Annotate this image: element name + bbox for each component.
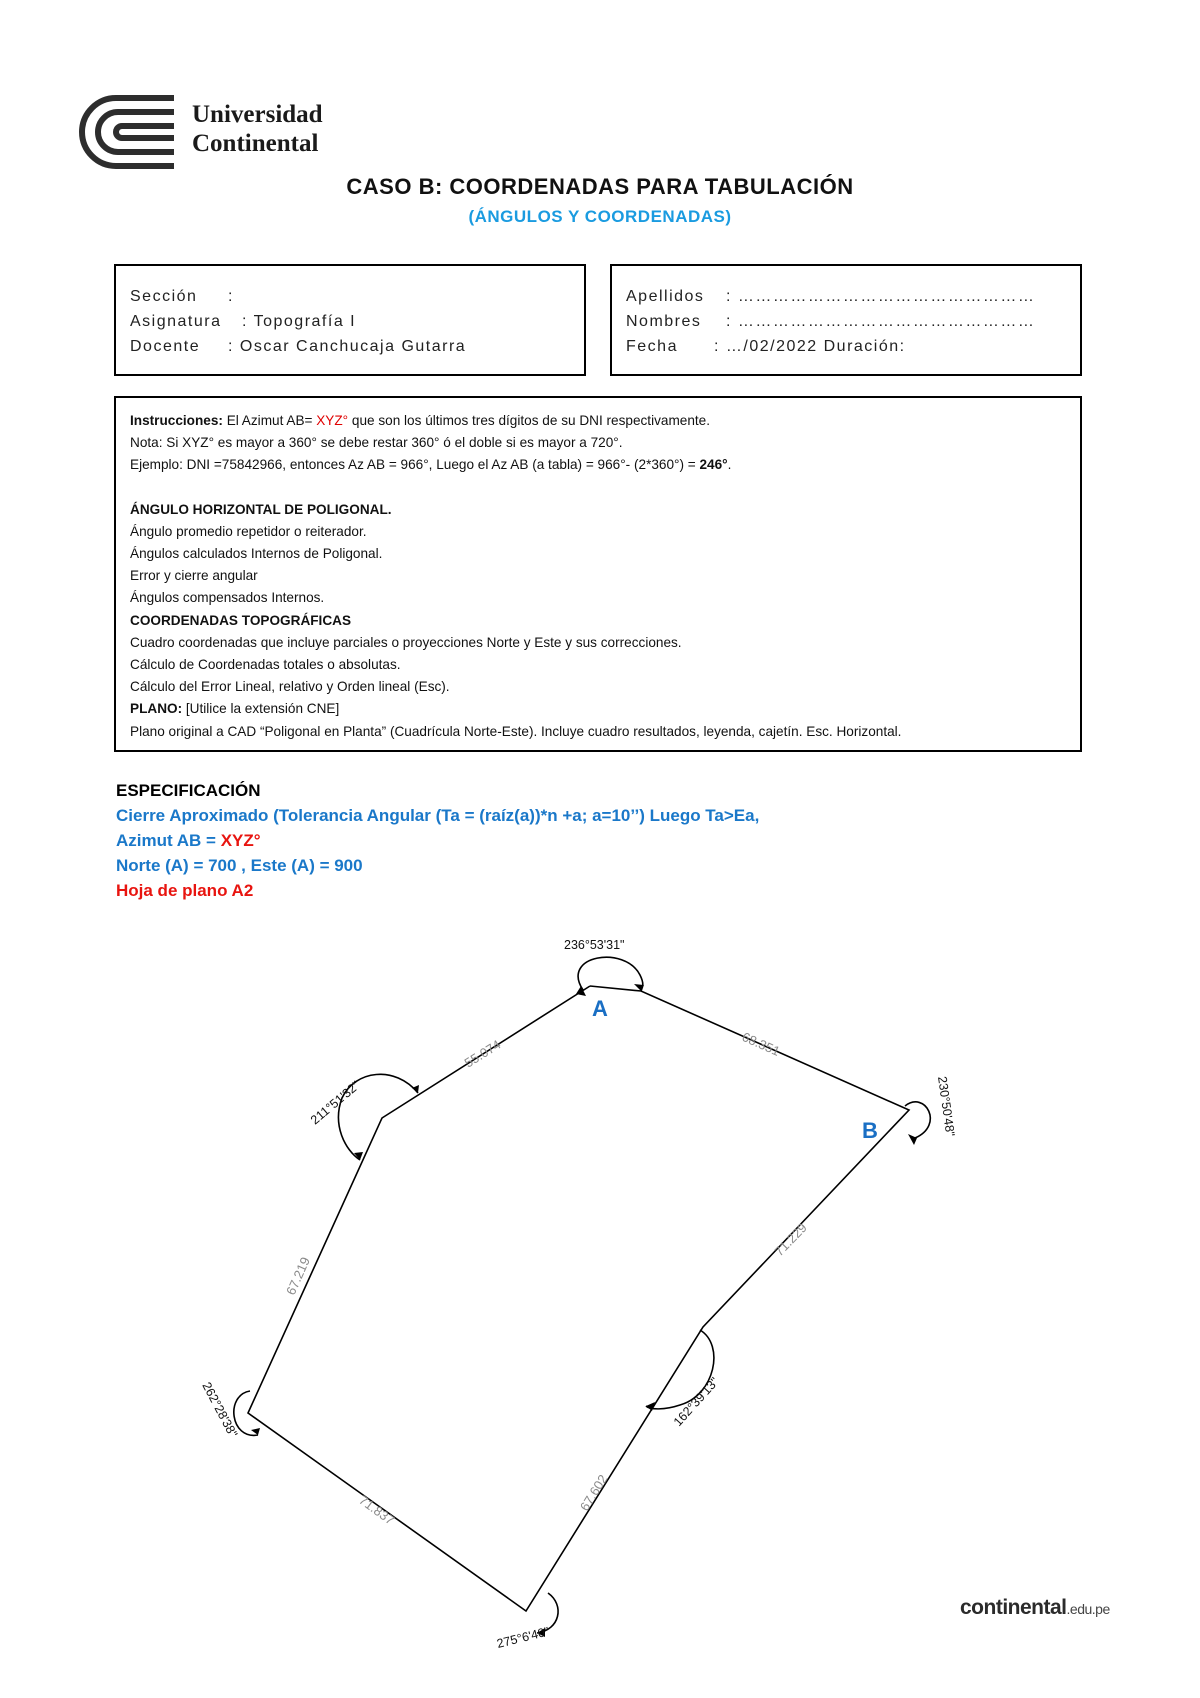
plano-text: [Utilice la extensión CNE] (182, 701, 340, 717)
angles-item: Ángulos calculados Internos de Poligonal. (130, 546, 383, 562)
seccion-label: Sección (130, 288, 198, 305)
angle-value-a: 236°53'31" (564, 938, 625, 952)
instr-text: que son los últimos tres dígitos de su DNI respectivamente. (348, 413, 711, 428)
brand-name: continental (960, 1596, 1067, 1619)
side-distance: 71.837 (356, 1492, 398, 1528)
angles-item: Ángulos compensados Internos. (130, 590, 325, 606)
angle-value-sw: 262°28'38" (199, 1379, 241, 1440)
apellidos-row (626, 284, 1035, 309)
apellidos-label: Apellidos (626, 288, 705, 305)
student-info-box (610, 264, 1082, 376)
spec-azimut-value: XYZ° (220, 831, 261, 850)
angle-value-se: 162°39'13" (670, 1374, 722, 1430)
angle-value-w: 211°51'32" (307, 1078, 363, 1128)
traverse-polygon-drawing (0, 900, 1200, 1680)
instr-line-1 (130, 410, 901, 432)
apellidos-value: : …………………………………………… (726, 288, 1036, 305)
docente-row (130, 334, 466, 359)
angles-heading: ÁNGULO HORIZONTAL DE POLIGONAL. (130, 501, 392, 517)
side-distance: 55.074 (461, 1036, 504, 1071)
brand-suffix: .edu.pe (1066, 1601, 1110, 1617)
vertex-a-label: A (592, 996, 608, 1021)
page-subtitle: (ÁNGULOS Y COORDENADAS) (468, 207, 732, 226)
page-title: CASO B: COORDENADAS PARA TABULACIÓN (346, 174, 854, 199)
spec-heading: ESPECIFICACIÓN (116, 781, 261, 800)
university-name-line1: Universidad (192, 101, 323, 128)
vertex-b-label: B (862, 1118, 878, 1143)
seccion-value: : (228, 288, 234, 305)
angles-item: Ángulo promedio repetidor o reiterador. (130, 523, 367, 539)
asignatura-row (130, 309, 466, 334)
nombres-value: : …………………………………………… (726, 313, 1036, 330)
university-name-line2: Continental (192, 130, 319, 157)
fecha-row (626, 334, 1035, 359)
instructions-box (114, 396, 1082, 752)
instr-text: . (727, 457, 732, 473)
plano-item: Plano original a CAD “Poligonal en Planta” (Cuadrícula Norte-Este). Incluye cuadro resultados, leyenda, cajetín. Esc. Horizontal. (130, 723, 902, 739)
instr-text: Ejemplo: DNI =75842966, entonces Az AB = 966°, Luego el Az AB (a tabla) = 966°- (2*360°) = (130, 457, 700, 473)
spec-azimut-label: Azimut AB = (116, 831, 221, 850)
docente-label: Docente (130, 338, 201, 355)
angle-value-b: 230°50'48" (935, 1075, 958, 1138)
asignatura-label: Asignatura (130, 313, 222, 330)
fecha-value: : …/02/2022 Duración: (714, 338, 906, 355)
polygon-outline (248, 986, 909, 1611)
instr-text: El Azimut AB= (222, 413, 317, 428)
angles-item: Error y cierre angular (130, 568, 258, 584)
spacer (130, 477, 901, 499)
side-distance: 67.602 (576, 1471, 611, 1514)
instr-line-2: Nota: Si XYZ° es mayor a 360° se debe restar 360° ó el doble si es mayor a 720°. (130, 435, 623, 451)
fecha-label: Fecha (626, 338, 678, 355)
docente-value: : Oscar Canchucaja Gutarra (228, 338, 467, 355)
coords-item: Cálculo de Coordenadas totales o absolutas. (130, 657, 401, 673)
plano-heading: PLANO: (130, 701, 183, 717)
angle-value-s: 275°6'40" (495, 1624, 551, 1651)
instructions-text (130, 410, 901, 743)
course-info (130, 284, 466, 359)
seccion-row (130, 284, 466, 309)
university-name (192, 100, 323, 158)
coords-item: Cuadro coordenadas que incluye parciales o proyecciones Norte y Este y sus correcciones. (130, 634, 682, 650)
instr-example-result: 246° (699, 457, 728, 473)
student-info (626, 284, 1035, 359)
instr-line-3 (130, 454, 901, 476)
nombres-row (626, 309, 1035, 334)
side-distance: 68.351 (739, 1029, 783, 1059)
course-info-box (114, 264, 586, 376)
plano-line (130, 698, 901, 720)
angle-arc-b (905, 1102, 930, 1138)
side-distance: 71.229 (771, 1220, 810, 1260)
instr-heading: Instrucciones: (130, 413, 223, 428)
brand-footer (960, 1596, 1110, 1620)
spec-line-1: Cierre Aproximado (Tolerancia Angular (Ta = (raíz(a))*n +a; a=10’’) Luego Ta>Ea, (116, 806, 760, 825)
angle-arc-a (578, 957, 643, 991)
coords-heading: COORDENADAS TOPOGRÁFICAS (130, 612, 352, 628)
specification (116, 778, 759, 903)
side-distance: 67.219 (283, 1254, 313, 1298)
asignatura-value: : Topografía I (242, 313, 357, 330)
nombres-label: Nombres (626, 313, 702, 330)
spec-line-3: Norte (A) = 700 , Este (A) = 900 (116, 856, 363, 875)
spec-line-2 (116, 828, 759, 853)
instr-xyz: XYZ° (316, 413, 349, 428)
coords-item: Cálculo del Error Lineal, relativo y Orden lineal (Esc). (130, 679, 450, 695)
spec-line-4: Hoja de plano A2 (116, 881, 254, 900)
